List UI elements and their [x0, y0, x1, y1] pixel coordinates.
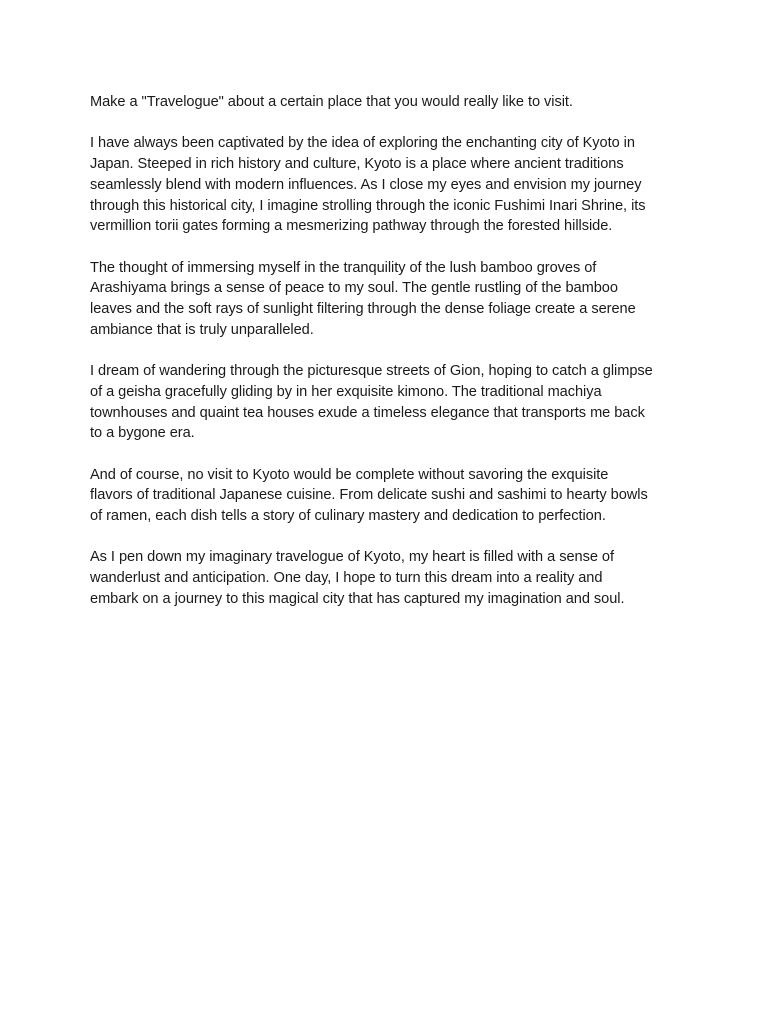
paragraph-gion: I dream of wandering through the picturesque streets of Gion, hoping to catch a glimpse of a geisha gracefully gliding by in her exquisite kimono. The traditional machiya townhouses and quaint tea houses exude a timeless elegance that transports me back to a bygone era.: [90, 363, 653, 442]
paragraph-intro-kyoto: I have always been captivated by the idea of exploring the enchanting city of Kyoto in Japan. Steeped in rich history and culture, Kyoto is a place where ancient traditions seamlessly blend with modern influences. As I close my eyes and envision my journey through this historical city, I imagine strolling through the iconic Fushimi Inari Shrine, its vermillion torii gates forming a mesmerizing pathway through the forested hillside.: [90, 135, 646, 235]
assignment-prompt: Make a "Travelogue" about a certain place that you would really like to visit.: [90, 94, 573, 110]
paragraph-arashiyama: The thought of immersing myself in the tranquility of the lush bamboo groves of Arashiyama brings a sense of peace to my soul. The gentle rustling of the bamboo leaves and the soft rays of sunlight filtering through the dense foliage create a serene ambiance that is truly unparalleled.: [90, 259, 636, 338]
paragraph-conclusion: As I pen down my imaginary travelogue of Kyoto, my heart is filled with a sense of wanderlust and anticipation. One day, I hope to turn this dream into a reality and embark on a journey to this magical city that has captured my imagination and soul.: [90, 549, 625, 607]
paragraph-cuisine: And of course, no visit to Kyoto would be complete without savoring the exquisite flavors of traditional Japanese cuisine. From delicate sushi and sashimi to hearty bowls of ramen, each dish tells a story of culinary mastery and dedication to perfection.: [90, 466, 648, 524]
document-body: [90, 92, 690, 630]
